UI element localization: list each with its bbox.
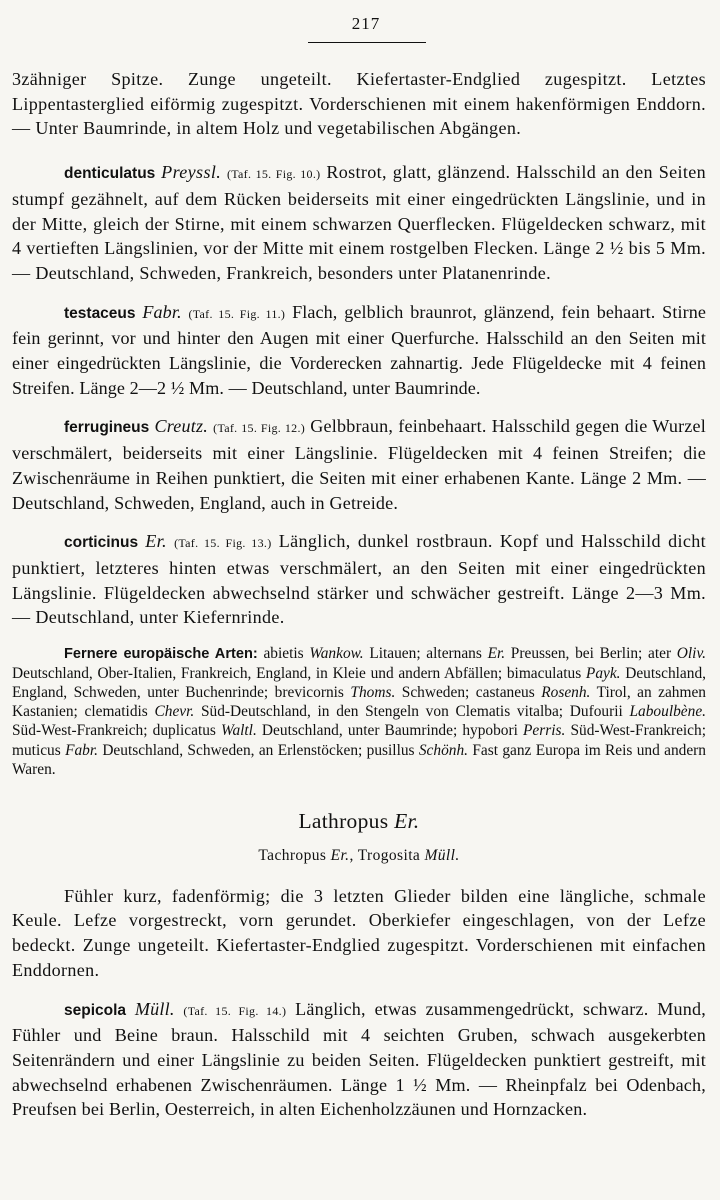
further-text: Litauen; alternans xyxy=(363,645,488,663)
synonym-author: Müll. xyxy=(424,846,460,864)
further-author: Fabr. xyxy=(65,741,98,759)
further-text: Süd-West-Frankreich; muticus xyxy=(12,722,706,759)
further-text: Schweden; castaneus xyxy=(395,684,542,702)
species-name: sepicola xyxy=(64,1001,127,1019)
further-text: Preussen, bei Berlin; ater xyxy=(505,645,677,663)
species-author: Creutz. xyxy=(154,416,208,437)
further-text: Deutschland, unter Baumrinde; hypobori xyxy=(256,722,524,740)
further-species-paragraph xyxy=(12,644,706,779)
plate-reference: (Taf. 15. Fig. 10.) xyxy=(226,167,321,182)
further-text: Süd-West-Frankreich; duplicatus xyxy=(12,722,222,740)
genus-description: Fühler kurz, fadenförmig; die 3 letzten Glieder bilden eine längliche, schmale Keule. Lefze vorgestreckt, vorn gerundet. Oberkiefer eingeschlagen, von der Lefze bedeckt. Zunge ungeteilt. Kiefertaster-Endglied zugespitzt. Vorderschienen mit einfachen Enddornen. xyxy=(12,885,706,980)
plate-reference: (Taf. 15. Fig. 14.) xyxy=(183,1003,287,1018)
further-text: Fast ganz Europa im Reis und andern Waren. xyxy=(12,741,706,778)
further-author: Chevr. xyxy=(154,703,195,721)
species-author: Müll. xyxy=(134,998,175,1019)
genus-heading xyxy=(12,809,706,834)
further-author: Schönh. xyxy=(418,741,469,759)
further-text: Tirol, an zahmen Kastanien; clematidis xyxy=(12,684,707,721)
species-description: Gelbbraun, feinbehaart. Halsschild gegen die Wurzel verschmälert, beiderseits mit einer Längslinie. Flügeldecken mit 4 feinen Streifen; die Zwischenräume in Reihen punktiert, die Seiten mit einer erhabenen Kante. Länge 2 Mm. — Deutschland, Schweden, England, auch in Getreide. xyxy=(12,416,706,513)
further-author: Er. xyxy=(487,645,506,663)
synonym-name: Tachropus xyxy=(258,846,331,864)
further-author: Perris. xyxy=(523,722,566,740)
species-author: Preyssl. xyxy=(161,162,222,183)
species-entry-testaceus xyxy=(12,300,706,401)
species-description: Flach, gelblich braunrot, glänzend, fein behaart. Stirne fein gerinnt, vor und hinter den Augen mit einer Querfurche. Halsschild an den Seiten mit einer eingedrückten Längslinie, die Vorderecken zahnartig. Jede Flügeldecke mit 4 feinen Streifen. Länge 2—2 ½ Mm. — Deutschland, unter Baumrinde. xyxy=(12,301,707,398)
species-description: Länglich, dunkel rostbraun. Kopf und Halsschild dicht punktiert, letzteres hinten etwas verschmälert, an den Seiten mit einer eingedrückten Längslinie. Flügeldecken abwechselnd stärker und schwächer gestreift. Länge 2—3 Mm. — Deutschland, unter Kiefernrinde. xyxy=(12,531,706,628)
genus-name: Lathropus xyxy=(298,808,389,833)
further-text: abietis xyxy=(257,645,310,663)
intro-paragraph: 3zähniger Spitze. Zunge ungeteilt. Kiefertaster-Endglied zugespitzt. Letztes Lippentasterglied eiförmig zugespitzt. Vorderschienen mit einem hakenförmigen Enddorn. — Unter Baumrinde, in altem Holz und vegetabilischen Abgängen. xyxy=(12,69,706,139)
further-author: Thoms. xyxy=(350,684,396,702)
further-species-lead: Fernere europäische Arten: xyxy=(64,646,258,663)
page-number: 217 xyxy=(351,14,381,33)
further-author: Rosenh. xyxy=(541,684,591,702)
species-name: corticinus xyxy=(64,534,139,552)
species-name: ferrugineus xyxy=(64,419,150,437)
genus-author: Er. xyxy=(394,808,420,833)
species-name: denticulatus xyxy=(64,165,156,183)
header-rule xyxy=(308,42,426,43)
species-description: Rostrot, glatt, glänzend. Halsschild an den Seiten stumpf gezähnelt, auf dem Rücken beiderseits mit einer eingedrückten Längslinie, und in der Mitte, gleich der Stirne, mit einem schwarzen Querflecken. Flügeldecken schwarz, mit 4 vertieften Längslinien, vor der Mitte mit einem rostgelben Flecken. Länge 2 ½ bis 5 Mm. — Deutschland, Schweden, Frankreich, besonders unter Platanenrinde. xyxy=(12,162,707,283)
species-name: testaceus xyxy=(64,304,136,322)
species-description: Länglich, etwas zusammengedrückt, schwarz. Mund, Fühler und Beine braun. Halsschild mit 4 seichten Gruben, schwach ausgekerbten Seitenrändern und einer Längslinie zu beiden Seiten. Flügeldecken punktiert gestreift, mit abwechselnd erhabenen Zwischenräumen. Länge 1 ½ Mm. — Rheinpfalz bei Odenbach, Preufsen bei Berlin, Oesterreich, in alten Eichenholzzäunen und Hornzacken. xyxy=(12,998,707,1120)
synonym-name: , Trogosita xyxy=(349,846,425,864)
species-entry-denticulatus xyxy=(12,160,706,286)
synonym-author: Er. xyxy=(330,846,350,864)
further-author: Waltl. xyxy=(221,722,257,740)
further-author: Oliv. xyxy=(676,645,706,663)
species-author: Fabr. xyxy=(142,301,182,322)
further-text: Deutschland, Schweden, an Erlenstöcken; pusillus xyxy=(98,741,419,759)
further-author: Wankow. xyxy=(309,645,364,663)
plate-reference: (Taf. 15. Fig. 12.) xyxy=(213,421,306,436)
further-text: Süd-Deutschland, in den Stengeln von Clematis vitalba; Dufourii xyxy=(194,703,630,721)
plate-reference: (Taf. 15. Fig. 13.) xyxy=(174,536,272,551)
further-text: Deutschland, England, Schweden, unter Buchenrinde; brevicornis xyxy=(12,665,706,702)
further-text: Deutschland, Ober-Italien, Frankreich, England, in Kleie und andern Abfällen; bimaculatus xyxy=(12,665,586,683)
species-entry-corticinus xyxy=(12,529,706,630)
further-author: Laboulbène. xyxy=(629,703,707,721)
species-author: Er. xyxy=(145,531,167,552)
species-entry-sepicola xyxy=(12,997,706,1123)
further-author: Payk. xyxy=(585,665,621,683)
plate-reference: (Taf. 15. Fig. 11.) xyxy=(188,306,286,321)
genus-synonyms xyxy=(12,847,706,865)
species-entry-ferrugineus xyxy=(12,414,706,515)
